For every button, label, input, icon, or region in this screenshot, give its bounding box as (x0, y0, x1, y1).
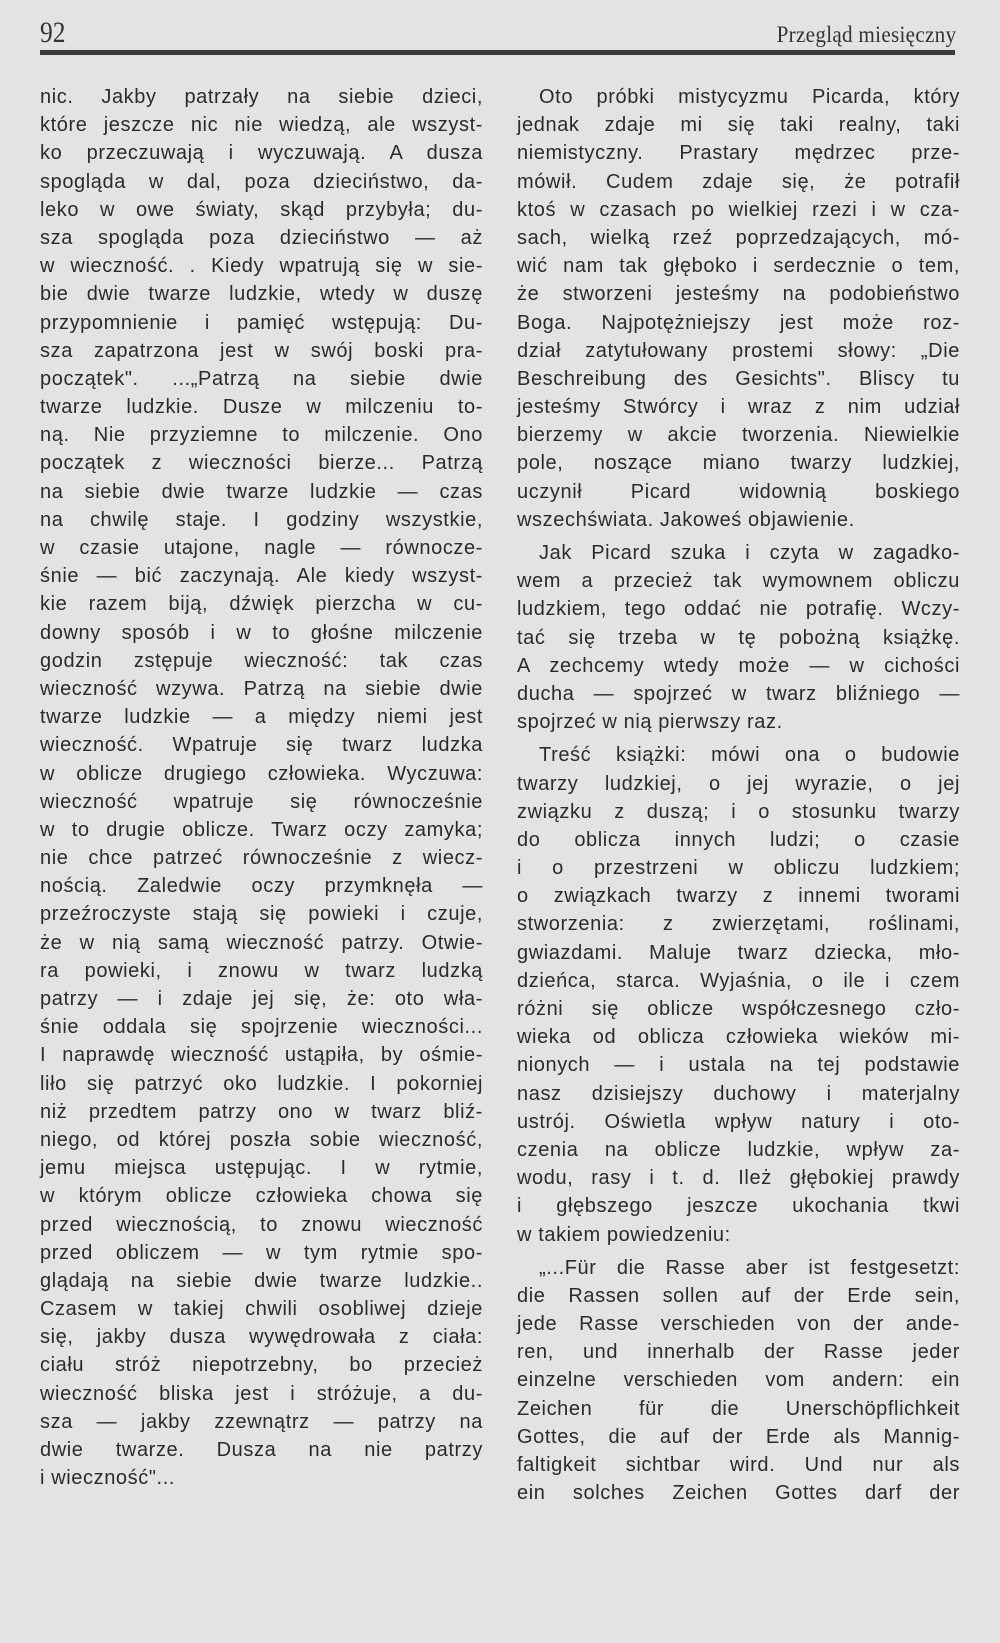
running-title: Przegląd miesięczny (776, 22, 956, 47)
text-line: niemistyczny. Prastary mędrzec prze- (517, 142, 960, 165)
text-line: które jeszcze nic nie wiedzą, ale wszyst- (40, 114, 483, 137)
text-line: pole, noszące miano twarzy ludzkiej, (517, 452, 960, 475)
text-line: związku z duszą; i o stosunku twarzy (517, 800, 960, 823)
text-line: nością. Zaledwie oczy przymknęła — (40, 875, 483, 898)
text-line: wić nam tak głęboko i serdecznie o tem, (517, 255, 960, 278)
text-line: ren, und innerhalb der Rasse jeder (517, 1341, 960, 1364)
text-line: Treść książki: mówi ona o budowie (539, 744, 960, 767)
text-line: sach, wielką rzeź poprzedzających, mó- (517, 226, 960, 249)
text-line: kie razem biją, dźwięk pierzcha w cu- (40, 593, 483, 616)
paragraph (40, 83, 483, 1492)
text-line: dzieńca, starca. Wyjaśnia, o ile i czem (517, 969, 960, 992)
text-line: początek z wieczności bierze... Patrzą (40, 452, 483, 475)
text-line: w oblicze drugiego człowieka. Wyczuwa: (40, 762, 483, 785)
text-column-right (517, 83, 960, 1512)
text-line: że stworzeni jesteśmy na podobieństwo (517, 283, 960, 306)
text-line: sza — jakby zzewnątrz — patrzy na (40, 1410, 483, 1433)
text-line: ein solches Zeichen Gottes darf der (517, 1482, 960, 1505)
text-line: Gottes, die auf der Erde als Mannig- (517, 1425, 960, 1448)
text-line: wieczność bliska jest i stróżuje, a du- (40, 1382, 483, 1405)
text-line: na chwilę staje. I godziny wszystkie, (40, 508, 483, 531)
text-line: ducha — spojrzeć w twarz bliźniego — (517, 682, 960, 705)
text-line: nic. Jakby patrzały na siebie dzieci, (40, 86, 483, 108)
text-line: wieczność wpatruje się równocześnie (40, 790, 483, 813)
text-line: wieczność wzywa. Patrzą na siebie dwie (40, 677, 483, 700)
text-line: spogląda w dal, poza dzieciństwo, da- (40, 170, 483, 193)
text-line: początek". ...„Patrzą na siebie dwie (40, 367, 483, 390)
text-line: przypomnienie i pamięć wstępują: Du- (40, 311, 483, 334)
text-line: jemu miejsca ustępując. I w rytmie, (40, 1157, 483, 1180)
text-line: czenia na oblicze ludzkie, wpływ za- (517, 1138, 960, 1161)
text-column-left (40, 83, 483, 1497)
text-line: ludzkiem, tego oddać nie potrafię. Wczy- (517, 598, 960, 621)
text-line: w takiem powiedzeniu: (517, 1223, 731, 1246)
text-line: twarze ludzkie. Dusze w milczeniu to- (40, 396, 483, 419)
text-line: jesteśmy Stwórcy i wraz z nim udział (517, 396, 960, 419)
text-line: przed wiecznością, to znowu wieczność (40, 1213, 483, 1236)
text-line: w wieczność. . Kiedy wpatrują się w sie- (40, 255, 483, 278)
text-line: ną. Nie przyziemne to milczenie. Ono (40, 424, 483, 447)
text-line: twarzy ludzkiej, o jej wyrazie, o jej (517, 772, 960, 795)
text-line: I naprawdę wieczność ustąpiła, by ośmie- (40, 1044, 483, 1067)
text-line: Beschreibung des Gesichts". Bliscy tu (517, 367, 960, 390)
text-line: Oto próbki mistycyzmu Picarda, który (539, 86, 960, 108)
text-line: mówił. Cudem zdaje się, że potrafił (517, 170, 960, 193)
paragraph (517, 539, 960, 736)
text-line: liło się patrzyć oko ludzkie. I pokorniej (40, 1072, 483, 1095)
text-line: bierzemy w akcie tworzenia. Niewielkie (517, 424, 960, 447)
text-line: na siebie dwie twarze ludzkie — czas (40, 480, 483, 503)
text-line: stworzenia: z zwierzętami, roślinami, (517, 913, 960, 936)
text-line: Zeichen für die Unerschöpflichkeit (517, 1397, 960, 1420)
text-line: Czasem w takiej chwili osobliwej dzieje (40, 1298, 483, 1321)
text-line: przed obliczem — w tym rytmie spo- (40, 1241, 483, 1264)
text-line: wieka od oblicza człowieka wieków mi- (517, 1026, 960, 1049)
text-line: dział zatytułowany prostemi słowy: „Die (517, 339, 960, 362)
text-line: że w nią samą wieczność patrzy. Otwie- (40, 931, 483, 954)
paragraph (517, 741, 960, 1248)
text-line: „...Für die Rasse aber ist festgesetzt: (539, 1256, 960, 1279)
text-line: i głębszego jeszcze ukochania tkwi (517, 1195, 960, 1218)
text-line: śnie — bić zaczynają. Ale kiedy wszyst- (40, 565, 483, 588)
text-line: godzin zstępuje wieczność: tak czas (40, 649, 483, 672)
text-line: ra powieki, i znowu w twarz ludzką (40, 959, 483, 982)
text-line: ktoś w czasach po wielkiej rzezi i w cza- (517, 198, 960, 221)
text-line: faltigkeit sichtbar wird. Und nur als (517, 1454, 960, 1476)
text-line: A zechcemy wtedy może — w cichości (517, 654, 960, 677)
text-line: wieczność. Wpatruje się twarz ludzka (40, 734, 483, 757)
text-line: Boga. Najpotężniejszy jest może roz- (517, 311, 960, 334)
text-line: gwiazdami. Maluje twarz dziecka, mło- (517, 941, 960, 964)
text-line: się, jakby dusza wywędrowała z ciała: (40, 1326, 483, 1349)
paragraph (517, 83, 960, 534)
page-number: 92 (40, 16, 66, 49)
text-line: twarze ludzkie — a między niemi jest (40, 706, 483, 729)
text-line: jednak zdaje mi się taki realny, taki (517, 114, 960, 137)
text-line: w to drugie oblicze. Twarz oczy zamyka; (40, 818, 483, 841)
header-rule (40, 50, 955, 55)
text-line: ustrój. Oświetla wpływ natury i oto- (517, 1110, 960, 1133)
text-line: w czasie utajone, nagle — równocze- (40, 537, 483, 559)
text-line: downy sposób i w to głośne milczenie (40, 621, 483, 644)
text-line: i o przestrzeni w obliczu ludzkiem; (517, 857, 960, 880)
text-line: nasz dzisiejszy duchowy i materjalny (517, 1082, 960, 1105)
text-line: einzelne verschieden vom andern: ein (517, 1369, 960, 1392)
text-line: nionych — i ustala na tej podstawie (517, 1054, 960, 1077)
text-line: glądają na siebie dwie twarze ludzkie.. (40, 1269, 483, 1292)
text-line: patrzy — i zdaje jej się, że: oto wła- (40, 988, 483, 1010)
text-line: wszechświata. Jakoweś objawienie. (517, 508, 855, 531)
text-line: śnie oddala się spojrzenie wieczności... (40, 1016, 483, 1039)
text-line: sza spogląda poza dzieciństwo — aż (40, 226, 483, 249)
text-line: tać się trzeba w tę pobożną książkę. (517, 626, 960, 649)
text-line: wem a przecież tak wymownem obliczu (517, 570, 960, 593)
text-line: bie dwie twarze ludzkie, wtedy w duszę (40, 283, 483, 306)
text-line: i wieczność"... (40, 1467, 176, 1490)
text-line: die Rassen sollen auf der Erde sein, (517, 1284, 960, 1307)
text-line: leko w owe światy, skąd przybyła; du- (40, 198, 483, 221)
text-line: ciału stróż niepotrzebny, bo przecież (40, 1354, 483, 1377)
text-line: wodu, rasy i t. d. Ileż głębokiej prawdy (517, 1167, 960, 1190)
text-line: dwie twarze. Dusza na nie patrzy (40, 1439, 483, 1461)
text-line: uczynił Picard widownią boskiego (517, 480, 960, 503)
text-line: niż przedtem patrzy ono w twarz bliź- (40, 1100, 483, 1123)
text-line: sza zapatrzona jest w swój boski pra- (40, 339, 483, 362)
text-line: jede Rasse verschieden von der ande- (517, 1313, 960, 1336)
text-line: w którym oblicze człowieka chowa się (40, 1185, 483, 1208)
text-line: przeźroczyste stają się powieki i czuje, (40, 903, 483, 926)
text-line: nie chce patrzeć równocześnie z wiecz- (40, 847, 483, 870)
text-line: spojrzeć w nią pierwszy raz. (517, 711, 783, 734)
text-line: o związkach twarzy z innemi tworami (517, 885, 960, 908)
text-line: różni się oblicze współczesnego czło- (517, 998, 960, 1020)
text-line: do oblicza innych ludzi; o czasie (517, 828, 960, 851)
text-line: ko przeczuwają i wyczuwają. A dusza (40, 142, 483, 165)
paragraph (517, 1254, 960, 1508)
text-line: Jak Picard szuka i czyta w zagadko- (539, 542, 960, 564)
text-line: niego, od której poszła sobie wieczność, (40, 1128, 483, 1151)
